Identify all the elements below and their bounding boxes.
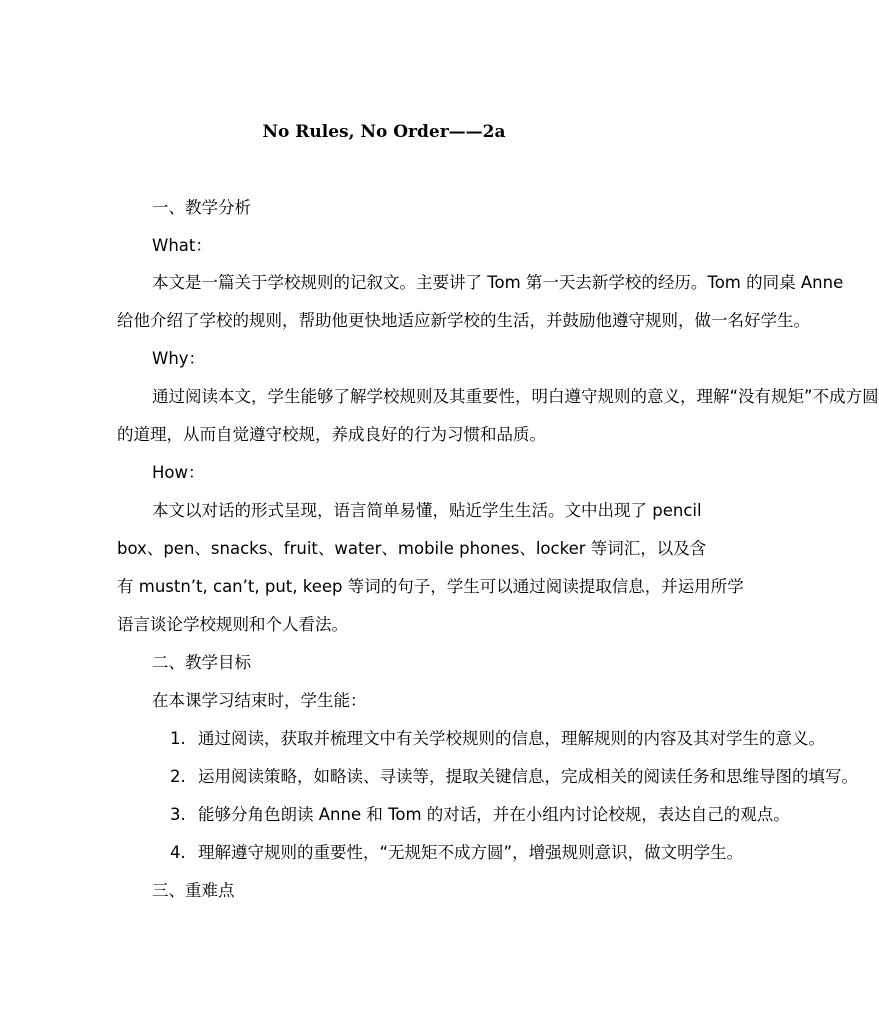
page-title: No Rules, No Order——2a: [262, 122, 506, 142]
what-paragraph-line-2: 给他介绍了学校的规则，帮助他更快地适应新学校的生活，并鼓励他遵守规则，做一名好学生。: [117, 311, 810, 330]
list-item: 1. 通过阅读，获取并梳理文中有关学校规则的信息，理解规则的内容及其对学生的意义。: [170, 729, 825, 748]
why-paragraph-line-2: 的道理，从而自觉遵守校规，养成良好的行为习惯和品质。: [117, 425, 546, 444]
how-paragraph-line-1: 本文以对话的形式呈现，语言简单易懂，贴近学生生活。文中出现了 pencil: [152, 501, 702, 520]
why-label: Why：: [152, 349, 206, 368]
list-item: 4. 理解遵守规则的重要性，“无规矩不成方圆”，增强规则意识，做文明学生。: [170, 843, 744, 862]
how-paragraph-line-2: box、pen、snacks、fruit、water、mobile phones、locker 等词汇，以及含: [117, 539, 707, 558]
how-paragraph-line-3: 有 mustn’t, can’t, put, keep 等词的句子，学生可以通过阅读提取信息，并运用所学: [117, 577, 744, 596]
section-heading-key-points: 三、重难点: [152, 881, 235, 900]
how-paragraph-line-4: 语言谈论学校规则和个人看法。: [117, 615, 348, 634]
section-heading-analysis: 一、教学分析: [152, 198, 251, 217]
what-label: What：: [152, 236, 212, 255]
section-heading-objectives: 二、教学目标: [152, 653, 251, 672]
how-label: How：: [152, 463, 205, 482]
what-paragraph-line-1: 本文是一篇关于学校规则的记叙文。主要讲了 Tom 第一天去新学校的经历。Tom 的同桌 Anne: [152, 273, 844, 292]
list-item: 3. 能够分角色朗读 Anne 和 Tom 的对话，并在小组内讨论校规，表达自己的观点。: [170, 805, 790, 824]
list-item: 2. 运用阅读策略，如略读、寻读等，提取关键信息，完成相关的阅读任务和思维导图的填写。: [170, 767, 858, 786]
objectives-intro: 在本课学习结束时，学生能：: [152, 691, 367, 710]
why-paragraph-line-1: 通过阅读本文，学生能够了解学校规则及其重要性，明白遵守规则的意义，理解“没有规矩”不成方圆: [152, 387, 879, 406]
